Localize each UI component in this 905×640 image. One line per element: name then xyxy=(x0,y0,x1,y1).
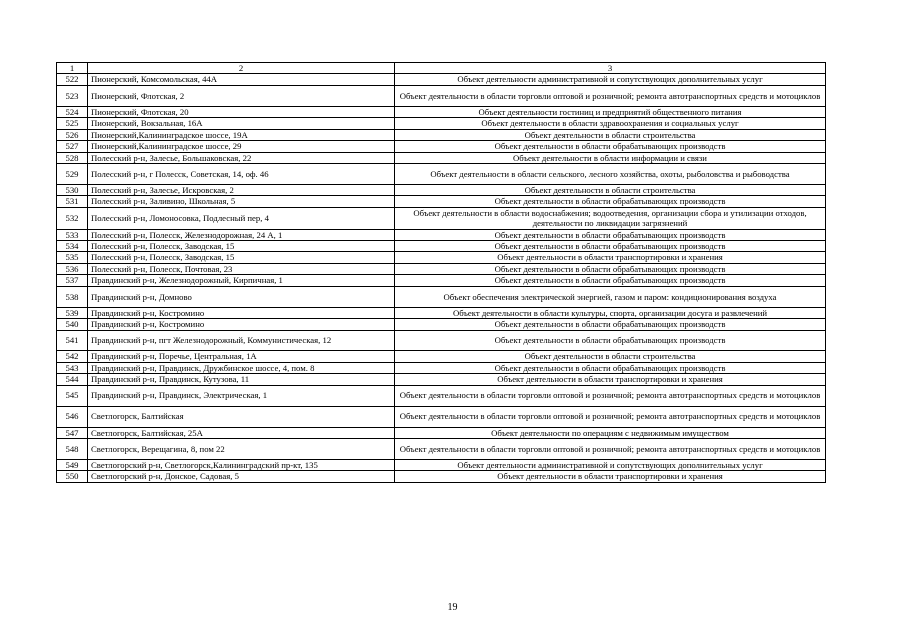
header-col-2: 2 xyxy=(88,63,395,74)
row-address: Светлогорский р-н, Светлогорск,Калининградский пр-кт, 135 xyxy=(88,459,395,470)
row-number: 548 xyxy=(57,438,88,459)
row-address: Правдинский р-н, Поречье, Центральная, 1А xyxy=(88,351,395,362)
row-number: 532 xyxy=(57,207,88,229)
table-row xyxy=(57,374,826,385)
row-activity: Объект деятельности в области водоснабжения; водоотведения, организации сбора и утилизации отходов, деятельности по ликвидации загрязнений xyxy=(395,207,826,229)
row-activity: Объект деятельности в области транспортировки и хранения xyxy=(395,374,826,385)
table-row xyxy=(57,263,826,274)
row-number: 543 xyxy=(57,362,88,373)
row-number: 526 xyxy=(57,129,88,140)
row-address: Полесский р-н, г Полесск, Советская, 14, оф. 46 xyxy=(88,163,395,184)
row-activity: Объект деятельности административной и сопутствующих дополнительных услуг xyxy=(395,74,826,85)
registry-table-body xyxy=(57,63,826,483)
row-number: 544 xyxy=(57,374,88,385)
row-address: Пионерский, Флотская, 20 xyxy=(88,106,395,117)
row-activity: Объект деятельности в области строительства xyxy=(395,184,826,195)
row-activity: Объект деятельности в области торговли оптовой и розничной; ремонта автотранспортных средств и мотоциклов xyxy=(395,438,826,459)
table-row xyxy=(57,118,826,129)
row-number: 525 xyxy=(57,118,88,129)
table-row xyxy=(57,307,826,318)
page-number: 19 xyxy=(447,602,458,613)
table-row xyxy=(57,330,826,351)
table-row xyxy=(57,196,826,207)
table-row xyxy=(57,129,826,140)
row-activity: Объект деятельности в области обрабатывающих производств xyxy=(395,196,826,207)
row-address: Правдинский р-н, Костромино xyxy=(88,307,395,318)
row-activity: Объект деятельности в области обрабатывающих производств xyxy=(395,263,826,274)
row-activity: Объект деятельности гостиниц и предприятий общественного питания xyxy=(395,106,826,117)
table-row xyxy=(57,85,826,106)
row-number: 529 xyxy=(57,163,88,184)
row-activity: Объект деятельности в области сельского, лесного хозяйства, охоты, рыболовства и рыбоводства xyxy=(395,163,826,184)
row-address: Пионерский, Вокзальная, 16А xyxy=(88,118,395,129)
row-number: 536 xyxy=(57,263,88,274)
row-number: 527 xyxy=(57,141,88,152)
row-number: 542 xyxy=(57,351,88,362)
row-activity: Объект деятельности в области транспортировки и хранения xyxy=(395,471,826,482)
table-row xyxy=(57,385,826,406)
table-row xyxy=(57,459,826,470)
row-number: 549 xyxy=(57,459,88,470)
table-header-row xyxy=(57,63,826,74)
row-activity: Объект деятельности в области культуры, спорта, организации досуга и развлечений xyxy=(395,307,826,318)
row-number: 535 xyxy=(57,252,88,263)
row-address: Полесский р-н, Залесье, Искровская, 2 xyxy=(88,184,395,195)
row-activity: Объект деятельности в области обрабатывающих производств xyxy=(395,141,826,152)
table-row xyxy=(57,351,826,362)
table-row xyxy=(57,286,826,307)
row-number: 524 xyxy=(57,106,88,117)
row-address: Полесский р-н, Полесск, Заводская, 15 xyxy=(88,241,395,252)
row-number: 550 xyxy=(57,471,88,482)
row-address: Правдинский р-н, Железнодорожный, Кирпичная, 1 xyxy=(88,275,395,286)
table-row xyxy=(57,275,826,286)
table-row xyxy=(57,207,826,229)
header-col-1: 1 xyxy=(57,63,88,74)
row-address: Полесский р-н, Полесск, Заводская, 15 xyxy=(88,252,395,263)
row-number: 530 xyxy=(57,184,88,195)
row-address: Светлогорский р-н, Донское, Садовая, 5 xyxy=(88,471,395,482)
table-row xyxy=(57,163,826,184)
row-activity: Объект деятельности в области торговли оптовой и розничной; ремонта автотранспортных средств и мотоциклов xyxy=(395,385,826,406)
row-number: 528 xyxy=(57,152,88,163)
row-activity: Объект деятельности административной и сопутствующих дополнительных услуг xyxy=(395,459,826,470)
row-address: Светлогорск, Балтийская xyxy=(88,406,395,427)
row-activity: Объект деятельности в области строительства xyxy=(395,351,826,362)
table-row xyxy=(57,438,826,459)
row-address: Правдинский р-н, Правдинск, Электрическая, 1 xyxy=(88,385,395,406)
row-address: Светлогорск, Балтийская, 25А xyxy=(88,427,395,438)
row-activity: Объект деятельности в области здравоохранения и социальных услуг xyxy=(395,118,826,129)
table-row xyxy=(57,184,826,195)
table-row xyxy=(57,141,826,152)
row-activity: Объект деятельности в области обрабатывающих производств xyxy=(395,229,826,240)
row-address: Пионерский,Калининградское шоссе, 29 xyxy=(88,141,395,152)
row-address: Полесский р-н, Залесье, Большаковская, 22 xyxy=(88,152,395,163)
row-activity: Объект обеспечения электрической энергией, газом и паром: кондиционирования воздуха xyxy=(395,286,826,307)
row-activity: Объект деятельности в области обрабатывающих производств xyxy=(395,319,826,330)
table-row xyxy=(57,252,826,263)
row-address: Полесский р-н, Заливино, Школьная, 5 xyxy=(88,196,395,207)
row-number: 546 xyxy=(57,406,88,427)
table-row xyxy=(57,427,826,438)
row-address: Пионерский, Комсомольская, 44А xyxy=(88,74,395,85)
row-address: Правдинский р-н, Домново xyxy=(88,286,395,307)
row-activity: Объект деятельности в области торговли оптовой и розничной; ремонта автотранспортных средств и мотоциклов xyxy=(395,85,826,106)
row-number: 539 xyxy=(57,307,88,318)
row-number: 540 xyxy=(57,319,88,330)
row-number: 537 xyxy=(57,275,88,286)
row-number: 522 xyxy=(57,74,88,85)
row-number: 533 xyxy=(57,229,88,240)
row-address: Полесский р-н, Ломоносовка, Подлесный пер, 4 xyxy=(88,207,395,229)
row-activity: Объект деятельности в области строительства xyxy=(395,129,826,140)
row-activity: Объект деятельности в области обрабатывающих производств xyxy=(395,330,826,351)
row-number: 523 xyxy=(57,85,88,106)
row-address: Светлогорск, Верещагина, 8, пом 22 xyxy=(88,438,395,459)
table-row xyxy=(57,362,826,373)
row-activity: Объект деятельности в области обрабатывающих производств xyxy=(395,275,826,286)
row-address: Правдинский р-н, Правдинск, Кутузова, 11 xyxy=(88,374,395,385)
row-activity: Объект деятельности в области транспортировки и хранения xyxy=(395,252,826,263)
table-row xyxy=(57,106,826,117)
row-address: Правдинский р-н, Костромино xyxy=(88,319,395,330)
table-row xyxy=(57,74,826,85)
row-number: 531 xyxy=(57,196,88,207)
row-address: Пионерский,Калининградское шоссе, 19А xyxy=(88,129,395,140)
row-number: 541 xyxy=(57,330,88,351)
row-address: Полесский р-н, Полесск, Железнодорожная, 24 А, 1 xyxy=(88,229,395,240)
registry-table xyxy=(56,62,826,483)
row-activity: Объект деятельности в области обрабатывающих производств xyxy=(395,241,826,252)
row-activity: Объект деятельности в области обрабатывающих производств xyxy=(395,362,826,373)
table-row xyxy=(57,319,826,330)
table-row xyxy=(57,241,826,252)
header-col-3: 3 xyxy=(395,63,826,74)
row-activity: Объект деятельности в области торговли оптовой и розничной; ремонта автотранспортных средств и мотоциклов xyxy=(395,406,826,427)
row-address: Правдинский р-н, Правдинск, Дружбинское шоссе, 4, пом. 8 xyxy=(88,362,395,373)
row-activity: Объект деятельности по операциям с недвижимым имуществом xyxy=(395,427,826,438)
table-row xyxy=(57,406,826,427)
row-activity: Объект деятельности в области информации и связи xyxy=(395,152,826,163)
row-number: 547 xyxy=(57,427,88,438)
table-row xyxy=(57,229,826,240)
row-number: 545 xyxy=(57,385,88,406)
row-number: 534 xyxy=(57,241,88,252)
row-address: Пионерский, Флотская, 2 xyxy=(88,85,395,106)
row-address: Полесский р-н, Полесск, Почтовая, 23 xyxy=(88,263,395,274)
table-row xyxy=(57,471,826,482)
row-address: Правдинский р-н, пгт Железнодорожный, Коммунистическая, 12 xyxy=(88,330,395,351)
row-number: 538 xyxy=(57,286,88,307)
table-row xyxy=(57,152,826,163)
